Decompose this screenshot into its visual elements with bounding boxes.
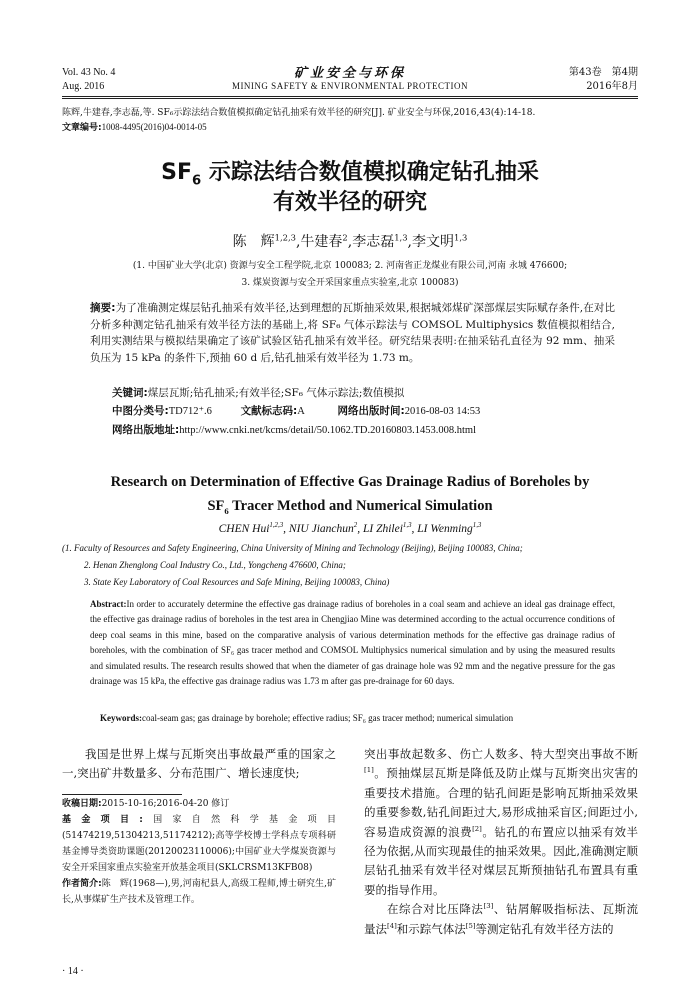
authors-en: CHEN Hui$^{1,2,3}$, NIU Jianchun$^2$, LI Zhilei$^{1,3}$, LI Wenming$^{1,3}$ [218,522,482,535]
ref-2[interactable]: [2] [472,824,482,833]
body-right [364,745,638,939]
journal-title-en: MINING SAFETY & ENVIRONMENTAL PROTECTION [231,81,469,91]
affiliation-en-line1: (1. Faculty of Resources and Safety Engineering, China University of Mining and Technology (Beijing), Beijing 100083, China; [62,543,523,553]
abstract-cn-text: 为了准确测定煤层钻孔抽采有效半径,达到理想的瓦斯抽采效果,根据城郊煤矿深部煤层实际赋存条件,在对比分析多种测定钻孔抽采有效半径方法的基础上,将 SF₆ 气体示踪法与 COMSOL Multiphysics 数值模拟相结合,利用实测结果与模拟结果确定了该矿试验区钻孔抽采有效半径。研究结果表明:在抽采钻孔直径为 92 mm、抽采负压为 15 kPa 的条件下,预抽 60 d 后,钻孔抽采有效半径为 1.73 m。 [90,302,615,364]
footnote [62,796,336,908]
affiliation-cn-line1: (1. 中国矿业大学(北京) 资源与安全工程学院,北京 100083; 2. 河南省正龙煤业有限公司,河南 永城 476600; [132,261,568,271]
author-bio: 作者简介:陈 辉(1968—),男,河南杞县人,高级工程师,博士研究生,矿长,从事煤矿生产技术及管理工作。 [62,879,336,905]
page-number: · 14 · [62,966,84,977]
header-rule [62,96,638,97]
abstract-en-text: In order to accurately determine the effective gas drainage radius of boreholes in a coal seam and achieve an ideal gas drainage effect, the effective gas drainage radius of boreholes in the test area in Chengjiao Mine was determined according to the actual occurrence conditions of deep coal seams in this mine, based on the comparative analysis of various determination methods for the effective gas drainage radius of boreholes, with the combination of SF₆ gas tracer method and COMSOL Multiphysics numerical simulation and by using the measured results and simulated results. The research results showed that when the diameter of gas drainage hole was 92 mm and the negative pressure for the gas drainage was 15 kPa, the effective gas drainage radius was 1.73 m after gas pre-drainage for 60 days. [90,599,615,687]
ref-3[interactable]: [3] [483,902,494,911]
affiliation-en-line3: 3. State Key Laboratory of Coal Resources and Safe Mining, Beijing 100083, China) [84,577,390,587]
affiliations-cn [60,258,640,292]
citation-text: 陈辉,牛建春,李志磊,等. SF₆示踪法结合数值模拟确定钻孔抽采有效半径的研究[J]. 矿业安全与环保,2016,43(4):14-18. [62,108,536,118]
body-right-para1: 突出事故起数多、伤亡人数多、特大型突出事故不断[1]。预抽煤层瓦斯是降低及防止煤与瓦斯突出灾害的重要技术措施。合理的钻孔间距是影响瓦斯抽采效果的重要参数,钻孔间距过大,易形成抽采盲区;间距过小,容易造成资源的浪费[2]。钻孔的布置应以抽采有效半径为依据,从而实现最佳的抽采效果。因此,准确测定顺层钻孔抽采有效半径对煤层瓦斯预抽钻孔布置具有重要的指导作用。 [364,747,639,897]
ref-4[interactable]: [4] [387,921,397,930]
date-cn: 2016年8月 [586,81,638,92]
affiliations-en [62,540,652,591]
fund-info: 基金项目:国家自然科学基金项目(51474219,51304213,51174212);高等学校博士学科点专项科研基金博导类资助课题(20120023110006);中国矿业大学煤炭资源与安全开采国家重点实验室开放基金项目(SKLCRSM13KFB08) [62,815,336,873]
body-left-para1: 我国是世界上煤与瓦斯突出事故最严重的国家之一,突出矿井数量多、分布范围广、增长速度快; [62,747,336,780]
classification-row: 中图分类号:TD712⁺.6 文献标志码:A 网络出版时间:2016-08-03 14:53 [112,405,481,417]
title-en [60,470,640,518]
keywords-cn: 关键词:煤层瓦斯;钻孔抽采;有效半径;SF₆ 气体示踪法;数值模拟 [112,387,405,399]
abstract-en-label: Abstract: [90,599,127,609]
abstract-cn [90,300,615,366]
title-cn [60,158,640,218]
publication-url[interactable]: http://www.cnki.net/kcms/detail/50.1062.TD.20160803.1453.008.html [179,425,476,436]
title-cn-line1: $SF_6$ 示踪法结合数值模拟确定钻孔抽采 [161,160,539,189]
ref-5[interactable]: [5] [465,921,476,930]
meta-cn [112,384,632,440]
affiliation-cn-line2: 3. 煤炭资源与安全开采国家重点实验室,北京 100083) [241,278,459,288]
article-number: 1008-4495(2016)04-0014-05 [101,122,207,132]
body-right-para2: 在综合对比压降法[3]、钻屑解吸指标法、瓦斯流量法[4]和示踪气体法[5]等测定钻孔有效半径方法的 [364,902,639,936]
abstract-en [90,597,615,689]
title-en-line1: Research on Determination of Effective Gas Drainage Radius of Boreholes by [110,474,590,490]
title-en-line2: $SF_6$ Tracer Method and Numerical Simulation [207,498,493,516]
volume-cn: 第43卷 第4期 [568,67,638,78]
keywords-en: Keywords:coal-seam gas; gas drainage by borehole; effective radius; SF₆ gas tracer method; numerical simulation [100,713,514,723]
ref-1[interactable]: [1] [364,766,374,775]
received-date: 收稿日期:2015-10-16;2016-04-20 修订 [62,799,230,809]
affiliation-en-line2: 2. Henan Zhenglong Coal Industry Co., Ltd., Yongcheng 476600, China; [84,560,346,570]
title-cn-line2: 有效半径的研究 [272,190,427,215]
journal-title-cn: 矿业安全与环保 [293,66,406,81]
citation [62,106,642,135]
footnote-rule [62,794,182,795]
abstract-cn-label: 摘要: [90,302,116,314]
publication-url-row: 网络出版地址:http://www.cnki.net/kcms/detail/50.1062.TD.20160803.1453.008.html [112,424,476,436]
header-rule-2 [62,98,638,99]
article-number-label: 文章编号: [62,123,102,133]
date-en: Aug. 2016 [62,81,105,92]
authors-cn: 陈 辉$^{1,2,3}$,牛建春$^2$,李志磊$^{1,3}$,李文明$^{1,3}$ [232,232,468,250]
volume-en: Vol. 43 No. 4 [62,67,116,78]
